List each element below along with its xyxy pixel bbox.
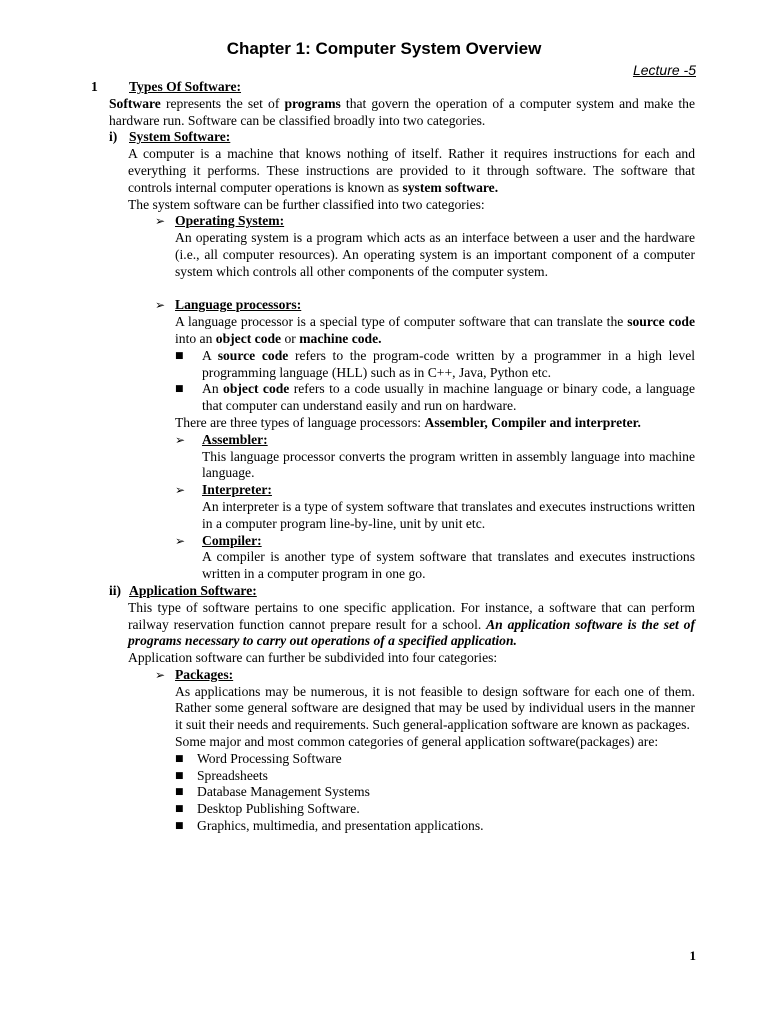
square-bullet-icon: ■ [175, 804, 184, 815]
list-item [175, 784, 695, 801]
list-item-text: Spreadsheets [197, 767, 268, 783]
application-software-number: ii) [109, 582, 122, 598]
packages-list [175, 751, 695, 835]
packages-paragraph-2: Some major and most common categories of general application software(packages) are: [175, 734, 659, 750]
arrow-bullet-icon: ➢ [155, 667, 166, 682]
bullet-pre: An [202, 381, 224, 397]
arrow-bullet-icon: ➢ [155, 298, 166, 313]
packages-paragraph: As applications may be numerous, it is not feasible to design software for each one of them. Rather some general software are designed that may be used by individual users in the manner it suit their needs and requirements. Such general-application software are known as packages. [175, 683, 695, 733]
application-software-text: This type of software pertains to one specific application. For instance, a software that can perform railway reservation function cannot prepare result for a school. [128, 599, 695, 632]
intro-text: represents the set of [160, 95, 285, 111]
system-software-heading-row [109, 129, 768, 146]
square-bullet-icon: ■ [175, 821, 184, 832]
spacer [0, 281, 768, 298]
square-bullet-icon: ■ [175, 770, 184, 781]
arrow-bullet-icon: ➢ [175, 432, 186, 447]
lp-bullet-item [175, 348, 695, 382]
os-paragraph: An operating system is a program which acts as an interface between a user and the hardware (i.e., all computer resources). An operating system is an important component of a computer system which controls all other components of the computer system. [175, 230, 695, 279]
section-heading: Types Of Software: [129, 79, 242, 94]
list-item [175, 768, 695, 785]
lp-text-1: A language processor is a special type of computer software that can translate the [175, 314, 628, 330]
intro-bold-programs: programs [284, 95, 341, 111]
system-software-heading: System Software: [129, 129, 231, 145]
system-software-number: i) [109, 129, 118, 145]
page-number: 1 [689, 948, 696, 963]
packages-heading-row [155, 667, 768, 684]
square-bullet-icon: ■ [175, 787, 184, 798]
interpreter-heading-row [175, 482, 768, 499]
assembler-heading: Assembler: [202, 431, 268, 447]
list-item [175, 751, 695, 768]
list-item-text: Database Management Systems [197, 784, 370, 800]
application-software-heading-row [109, 583, 768, 600]
lp-bold-machine-code: machine code. [299, 330, 382, 346]
section-number: 1 [91, 79, 98, 94]
list-item [175, 801, 695, 818]
assembler-paragraph: This language processor converts the program written in assembly language into machine language. [202, 448, 695, 481]
application-software-paragraph [128, 600, 695, 650]
packages-heading: Packages: [175, 666, 234, 682]
lp-heading: Language processors: [175, 297, 302, 313]
lp-paragraph [175, 314, 695, 348]
system-software-paragraph [128, 146, 695, 196]
lp-bullet-item [175, 381, 695, 415]
lp-text-2: into an [175, 330, 216, 346]
system-software-further: The system software can be further classified into two categories: [128, 196, 485, 212]
list-item-text: Graphics, multimedia, and presentation applications. [197, 818, 484, 834]
square-bullet-icon: ■ [175, 753, 184, 764]
arrow-bullet-icon: ➢ [175, 533, 186, 548]
assembler-heading-row [175, 432, 768, 449]
document-body [0, 79, 768, 835]
lp-bold-object-code: object code [215, 330, 282, 346]
compiler-heading-row [175, 533, 768, 550]
intro-text-2: that govern the operation of a computer system and make the hardware run. Software can be classified broadly into two categories. [109, 95, 695, 128]
lp-types-bold: Assembler, Compiler and interpreter. [424, 414, 641, 430]
lecture-label: Lecture -5 [632, 62, 696, 78]
lp-types-text: There are three types of language processors: [175, 414, 425, 430]
lp-types-paragraph [175, 415, 695, 432]
list-item-text: Word Processing Software [197, 750, 342, 766]
page-title: Chapter 1: Computer System Overview [226, 39, 542, 58]
arrow-bullet-icon: ➢ [155, 214, 166, 229]
application-software-heading: Application Software: [129, 582, 257, 598]
bullet-bold: source code [217, 347, 289, 363]
interpreter-paragraph: An interpreter is a type of system software that translates and executes instructions written in a computer program line-by-line, unit by unit etc. [202, 498, 695, 531]
system-software-bold: system software. [402, 179, 499, 195]
lp-text-3: or [281, 330, 300, 346]
square-bullet-icon: ■ [175, 384, 184, 395]
compiler-paragraph: A compiler is another type of system software that translates and executes instructions written in a computer program in one go. [202, 549, 695, 582]
interpreter-heading: Interpreter: [202, 482, 272, 498]
lp-heading-row [155, 297, 768, 314]
section-intro [109, 96, 695, 130]
lp-bullet-text [202, 381, 695, 415]
list-item [175, 818, 695, 835]
system-software-text: A computer is a machine that knows nothing of itself. Rather it requires instructions for each and everything it performs. These instructions are provided to it through software. The software that controls internal computer operations is known as [128, 146, 695, 195]
application-software-definition: An application software is the set of programs necessary to carry out operations of a specified application. [128, 616, 695, 649]
square-bullet-icon: ■ [175, 350, 184, 361]
os-heading: Operating System: [175, 213, 285, 229]
lp-bullet-text [202, 348, 695, 382]
bullet-bold: object code [223, 381, 290, 397]
compiler-heading: Compiler: [202, 532, 262, 548]
bullet-post: refers to the program-code written by a programmer in a high level programming language (HLL) such as in C++, Java, Python etc. [202, 347, 696, 380]
bullet-post: refers to a code usually in machine language or binary code, a language that computer can understand easily and run on hardware. [202, 381, 695, 414]
list-item-text: Desktop Publishing Software. [197, 801, 360, 817]
application-software-further: Application software can further be subdivided into four categories: [128, 650, 498, 666]
lp-bold-source-code: source code [627, 314, 695, 330]
intro-bold-software: Software [109, 95, 161, 111]
os-heading-row [155, 213, 768, 230]
arrow-bullet-icon: ➢ [175, 483, 186, 498]
section-heading-row [91, 79, 768, 96]
bullet-pre: A [202, 347, 218, 363]
